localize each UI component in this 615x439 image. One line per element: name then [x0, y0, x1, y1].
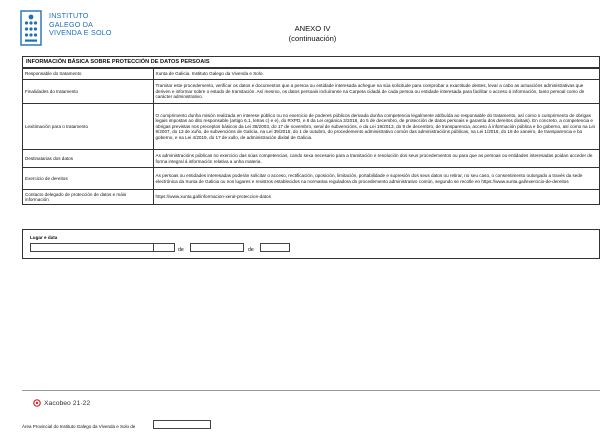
table-row: [23, 69, 599, 80]
institution-name-line-1: INSTITUTO: [49, 11, 89, 20]
place-date-section: [22, 229, 600, 259]
month-input[interactable]: [190, 243, 244, 252]
day-input[interactable]: [153, 243, 175, 252]
row-value: Tramitar este procedemento, verificar os datos e documentos que a persoa ou entidade interesada achegue na súa solicitude para comprobar a exactitude destes, levar a cabo as actuacións administrativas que deriven e informar sobre o estado de tramitación. Así mesmo, os datos persoais incluíranse na Carpeta cidadá de cada persoa ou entidade interesada para facilitar o acceso á información, tanto persoal como de carácter administrativo.: [153, 80, 599, 104]
table-row: [23, 80, 599, 104]
de-separator-2: de: [248, 247, 254, 253]
row-label: Exercicio de dereitos: [23, 168, 153, 190]
footer-divider: [22, 390, 600, 391]
place-input[interactable]: [30, 243, 162, 252]
row-label: Finalidades do tratamento: [23, 80, 153, 104]
institution-name-line-2: GALEGO DA: [49, 19, 94, 29]
table-row: [23, 104, 599, 150]
xunta-galicia-emblem-icon: [18, 10, 44, 46]
institution-name: [49, 12, 112, 38]
de-separator-1: de: [178, 247, 184, 253]
row-label: Contacto delegado de protección de datos e máis información: [23, 190, 153, 205]
xacobeo-text: Xacobeo 21·22: [44, 399, 91, 407]
row-label: Responsable do tratamento: [23, 69, 153, 80]
data-protection-title: INFORMACIÓN BÁSICA SOBRE PROTECCIÓN DE DATOS PERSOAIS: [23, 57, 599, 68]
row-value: https://www.xunta.gal/informacion-xeral-proteccion-datos: [153, 190, 599, 205]
area-provincial-input[interactable]: [153, 420, 211, 429]
table-row: [23, 190, 599, 205]
data-protection-table: [23, 68, 599, 205]
annex-title: ANEXO IV: [294, 24, 331, 33]
place-date-label: Lugar e data: [30, 235, 58, 240]
row-value: Xunta de Galicia. Instituto Galego da Vivenda e Solo.: [153, 69, 599, 80]
annex-subtitle: (continuación): [288, 33, 337, 43]
annex-heading: [270, 24, 355, 43]
institution-logo: [18, 10, 128, 50]
row-value: O cumprimento dunha misión realizada en interese público ou no exercicio de poderes públicos derivada dunha competencia legalmente atribuída ao responsable do tratamento, así como o cumprimento de obrigas legais impostas ao dito responsable (artigo 6.1, letras c) e e), do RXPD, e 8 da Lei orgánica 3/2018, do 5 de decembro, de protección de datos persoais e garantía dos dereitos dixitais). En concreto, a competencia e obrigas previstas nos preceptos básicos da Lei 38/2003, do 17 de novembro, xeral de subvencións, e da Lei 19/2013, do 9 de decembro, de transparencia, acceso á información pública e bo goberno, así como na Lei 9/2007, do 13 de xuño, de subvencións de Galicia, na Lei 39/2015, do 1 de outubro, do procedemento administrativo común das administracións públicas, na Lei 1/2016, do 18 de xaneiro, de transparencia e bo goberno, e na Lei 4/2019, do 17 de xullo, de administración dixital de Galicia.: [153, 104, 599, 150]
data-protection-box: [22, 56, 600, 205]
row-label: Lexitimación para o tratamento: [23, 104, 153, 150]
xacobeo-spiral-icon: [33, 399, 41, 407]
xacobeo-logo: [33, 399, 90, 407]
area-provincial-label: Área Provincial do Instituto Galego da Vivenda e Solo de: [22, 424, 136, 429]
row-value: As persoas ou entidades interesadas poderán solicitar o acceso, rectificación, oposición, limitación, portabilidade e supresión dos seus datos ou retirar, no seu caso, o consentimento outorgado a través da sede electrónica da Xunta de Galicia ou nos lugares e rexistros establecidos na normativa reguladora do procedemento administrativo común, segundo se recolle en https://www.xunta.gal/exercicio-de-dereitos: [153, 168, 599, 190]
table-row: [23, 150, 599, 168]
table-row: [23, 168, 599, 190]
row-label: Destinatarias dos datos: [23, 150, 153, 168]
year-input[interactable]: [260, 243, 290, 252]
row-value: As administracións públicas no exercicio das súas competencias, cando sexa necesario para a tramitación e resolución dos seus procedementos ou para que as persoas ou entidades interesadas poidan acceder de forma integral á información relativa a unha materia.: [153, 150, 599, 168]
institution-name-line-3: VIVENDA E SOLO: [49, 28, 112, 38]
